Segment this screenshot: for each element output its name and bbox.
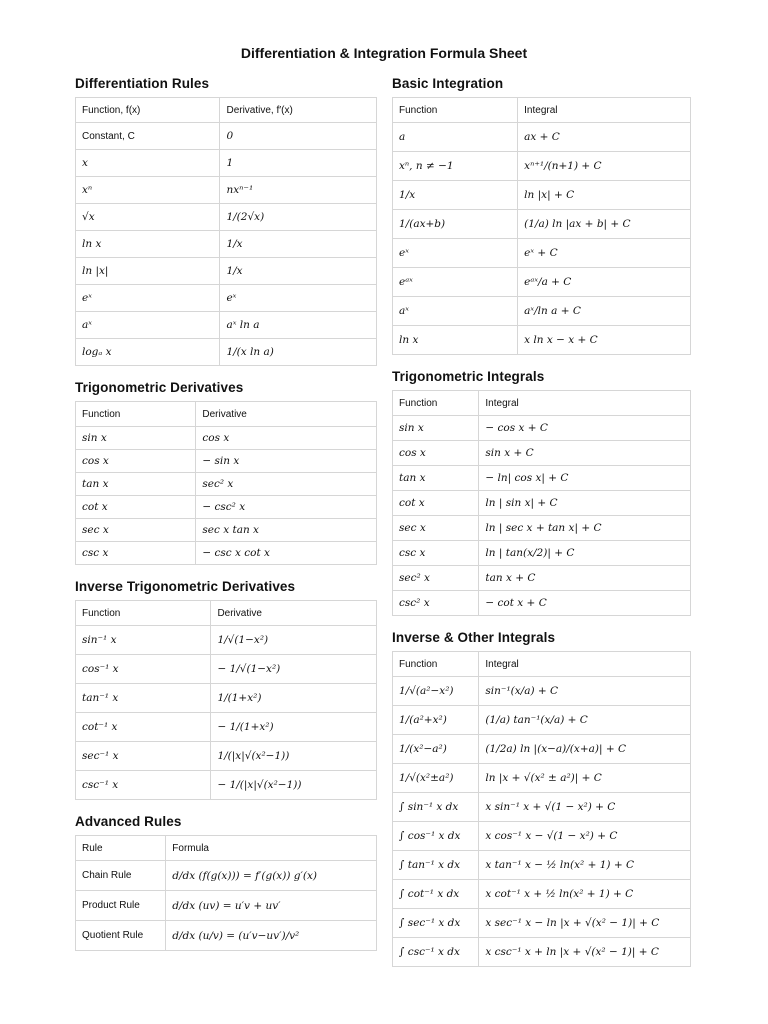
integral-cell: xⁿ⁺¹/(n+1) + C: [518, 152, 691, 181]
table-row: [393, 822, 691, 851]
table-row: [76, 450, 377, 473]
table-row: [76, 312, 377, 339]
function-cell: csc⁻¹ x: [76, 771, 211, 800]
table-header-row: [393, 391, 691, 416]
function-cell: ln x: [393, 326, 518, 355]
function-cell: 1/x: [393, 181, 518, 210]
derivative-cell: 1/(x ln a): [220, 339, 377, 366]
function-cell: ln |x|: [76, 258, 220, 285]
table-row: [393, 880, 691, 909]
table-row: [76, 626, 377, 655]
trig-integrals-table: [392, 390, 691, 616]
table-row: [76, 519, 377, 542]
derivative-cell: − sin x: [196, 450, 377, 473]
integral-cell: ln |x + √(x² ± a²)| + C: [479, 764, 691, 793]
table-row: [393, 938, 691, 967]
function-cell: ∫ csc⁻¹ x dx: [393, 938, 479, 967]
derivative-cell: aˣ ln a: [220, 312, 377, 339]
table-row: [76, 861, 377, 891]
function-cell: eˣ: [76, 285, 220, 312]
section-heading: Trigonometric Derivatives: [75, 380, 244, 395]
table-header-row: [76, 601, 377, 626]
column-header: Function: [393, 391, 479, 416]
function-cell: 1/√(a²−x²): [393, 677, 479, 706]
function-cell: xⁿ: [76, 177, 220, 204]
function-cell: ∫ sin⁻¹ x dx: [393, 793, 479, 822]
inverse-trig-derivatives-section: [75, 579, 377, 800]
trig-derivatives-table: [75, 401, 377, 565]
derivative-cell: 1/x: [220, 231, 377, 258]
derivative-cell: − 1/(1+x²): [211, 713, 377, 742]
function-cell: aˣ: [393, 297, 518, 326]
function-cell: csc² x: [393, 591, 479, 616]
table-row: [393, 491, 691, 516]
table-row: [76, 150, 377, 177]
column-header: Rule: [76, 836, 166, 861]
section-heading: Trigonometric Integrals: [392, 369, 545, 384]
differentiation-rules-section: [75, 76, 377, 366]
table-row: [393, 441, 691, 466]
integral-cell: − cos x + C: [479, 416, 691, 441]
function-cell: sec x: [76, 519, 196, 542]
integral-cell: ln |x| + C: [518, 181, 691, 210]
table-row: [393, 466, 691, 491]
function-cell: xⁿ, n ≠ −1: [393, 152, 518, 181]
function-cell: sin x: [76, 427, 196, 450]
table-row: [76, 258, 377, 285]
trig-derivatives-section: [75, 380, 377, 565]
function-cell: cot⁻¹ x: [76, 713, 211, 742]
function-cell: 1/(x²−a²): [393, 735, 479, 764]
function-cell: x: [76, 150, 220, 177]
table-row: [76, 473, 377, 496]
table-row: [76, 231, 377, 258]
derivative-cell: 0: [220, 123, 377, 150]
advanced-rules-table: [75, 835, 377, 951]
table-row: [76, 496, 377, 519]
table-row: [393, 210, 691, 239]
integral-cell: x ln x − x + C: [518, 326, 691, 355]
section-heading: Inverse & Other Integrals: [392, 630, 556, 645]
advanced-rules-section: [75, 814, 377, 951]
integral-cell: − ln| cos x| + C: [479, 466, 691, 491]
derivative-cell: 1/(|x|√(x²−1)): [211, 742, 377, 771]
integral-cell: x sec⁻¹ x − ln |x + √(x² − 1)| + C: [479, 909, 691, 938]
function-cell: a: [393, 123, 518, 152]
formula-cell: d/dx (uv) = u′v + uv′: [166, 891, 377, 921]
section-heading: Basic Integration: [392, 76, 504, 91]
derivative-cell: cos x: [196, 427, 377, 450]
function-cell: sin x: [393, 416, 479, 441]
table-row: [393, 793, 691, 822]
table-row: [393, 416, 691, 441]
column-header: Function: [76, 402, 196, 427]
inverse-other-integrals-section: [392, 630, 691, 967]
page-title: Differentiation & Integration Formula Sheet: [240, 45, 528, 61]
function-cell: Constant, C: [76, 123, 220, 150]
column-header: Derivative, f′(x): [220, 98, 377, 123]
table-row: [393, 516, 691, 541]
function-cell: csc x: [393, 541, 479, 566]
integral-cell: x tan⁻¹ x − ½ ln(x² + 1) + C: [479, 851, 691, 880]
function-cell: ∫ tan⁻¹ x dx: [393, 851, 479, 880]
column-header: Derivative: [196, 402, 377, 427]
table-row: [393, 735, 691, 764]
table-row: [76, 339, 377, 366]
function-cell: logₐ x: [76, 339, 220, 366]
function-cell: tan x: [393, 466, 479, 491]
function-cell: 1/(ax+b): [393, 210, 518, 239]
function-cell: sin⁻¹ x: [76, 626, 211, 655]
column-header: Derivative: [211, 601, 377, 626]
table-row: [76, 542, 377, 565]
table-row: [393, 326, 691, 355]
table-row: [393, 591, 691, 616]
column-header: Function: [393, 98, 518, 123]
section-heading: Advanced Rules: [75, 814, 182, 829]
integral-cell: x cos⁻¹ x − √(1 − x²) + C: [479, 822, 691, 851]
table-row: [393, 541, 691, 566]
column-header: Integral: [479, 391, 691, 416]
column-header: Function: [76, 601, 211, 626]
column-header: Integral: [518, 98, 691, 123]
function-cell: √x: [76, 204, 220, 231]
derivative-cell: 1/x: [220, 258, 377, 285]
function-cell: 1/√(x²±a²): [393, 764, 479, 793]
trig-integrals-section: [392, 369, 691, 616]
derivative-cell: 1/(2√x): [220, 204, 377, 231]
integral-cell: aˣ/ln a + C: [518, 297, 691, 326]
integral-cell: ax + C: [518, 123, 691, 152]
column-header: Function, f(x): [76, 98, 220, 123]
integral-cell: (1/2a) ln |(x−a)/(x+a)| + C: [479, 735, 691, 764]
derivative-cell: 1/(1+x²): [211, 684, 377, 713]
table-row: [76, 684, 377, 713]
function-cell: eᵃˣ: [393, 268, 518, 297]
derivative-cell: nxⁿ⁻¹: [220, 177, 377, 204]
function-cell: ∫ cot⁻¹ x dx: [393, 880, 479, 909]
basic-integration-section: [392, 76, 691, 355]
function-cell: cos x: [393, 441, 479, 466]
table-row: [393, 851, 691, 880]
column-header: Function: [393, 652, 479, 677]
derivative-cell: − csc x cot x: [196, 542, 377, 565]
function-cell: tan x: [76, 473, 196, 496]
rule-cell: Quotient Rule: [76, 921, 166, 951]
derivative-cell: sec x tan x: [196, 519, 377, 542]
function-cell: 1/(a²+x²): [393, 706, 479, 735]
derivative-cell: − 1/(|x|√(x²−1)): [211, 771, 377, 800]
integral-cell: ln | tan(x/2)| + C: [479, 541, 691, 566]
table-row: [393, 566, 691, 591]
function-cell: cos⁻¹ x: [76, 655, 211, 684]
function-cell: cot x: [393, 491, 479, 516]
table-header-row: [76, 402, 377, 427]
table-row: [393, 909, 691, 938]
table-row: [76, 771, 377, 800]
table-header-row: [393, 652, 691, 677]
rule-cell: Chain Rule: [76, 861, 166, 891]
basic-integration-table: [392, 97, 691, 355]
integral-cell: ln | sin x| + C: [479, 491, 691, 516]
function-cell: ∫ sec⁻¹ x dx: [393, 909, 479, 938]
table-row: [76, 177, 377, 204]
integral-cell: x sin⁻¹ x + √(1 − x²) + C: [479, 793, 691, 822]
integral-cell: tan x + C: [479, 566, 691, 591]
inverse-other-integrals-table: [392, 651, 691, 967]
function-cell: ln x: [76, 231, 220, 258]
derivative-cell: − csc² x: [196, 496, 377, 519]
formula-cell: d/dx (f(g(x))) = f′(g(x)) g′(x): [166, 861, 377, 891]
section-heading: Differentiation Rules: [75, 76, 210, 91]
integral-cell: x csc⁻¹ x + ln |x + √(x² − 1)| + C: [479, 938, 691, 967]
table-row: [393, 181, 691, 210]
integral-cell: (1/a) ln |ax + b| + C: [518, 210, 691, 239]
integral-cell: − cot x + C: [479, 591, 691, 616]
table-header-row: [76, 836, 377, 861]
function-cell: eˣ: [393, 239, 518, 268]
table-row: [76, 891, 377, 921]
integral-cell: eᵃˣ/a + C: [518, 268, 691, 297]
integral-cell: ln | sec x + tan x| + C: [479, 516, 691, 541]
table-header-row: [393, 98, 691, 123]
function-cell: cos x: [76, 450, 196, 473]
table-row: [76, 742, 377, 771]
derivative-cell: 1: [220, 150, 377, 177]
differentiation-rules-table: [75, 97, 377, 366]
function-cell: csc x: [76, 542, 196, 565]
function-cell: tan⁻¹ x: [76, 684, 211, 713]
table-row: [393, 764, 691, 793]
function-cell: ∫ cos⁻¹ x dx: [393, 822, 479, 851]
derivative-cell: eˣ: [220, 285, 377, 312]
function-cell: sec² x: [393, 566, 479, 591]
derivative-cell: 1/√(1−x²): [211, 626, 377, 655]
table-row: [393, 677, 691, 706]
function-cell: aˣ: [76, 312, 220, 339]
table-row: [76, 655, 377, 684]
integral-cell: sin x + C: [479, 441, 691, 466]
table-row: [76, 427, 377, 450]
function-cell: cot x: [76, 496, 196, 519]
table-row: [76, 204, 377, 231]
left-column: [75, 76, 377, 965]
integral-cell: sin⁻¹(x/a) + C: [479, 677, 691, 706]
column-header: Formula: [166, 836, 377, 861]
rule-cell: Product Rule: [76, 891, 166, 921]
function-cell: sec⁻¹ x: [76, 742, 211, 771]
inverse-trig-derivatives-table: [75, 600, 377, 800]
section-heading: Inverse Trigonometric Derivatives: [75, 579, 296, 594]
table-row: [393, 239, 691, 268]
table-row: [76, 713, 377, 742]
table-row: [393, 706, 691, 735]
integral-cell: (1/a) tan⁻¹(x/a) + C: [479, 706, 691, 735]
formula-cell: d/dx (u/v) = (u′v−uv′)/v²: [166, 921, 377, 951]
derivative-cell: sec² x: [196, 473, 377, 496]
table-row: [76, 921, 377, 951]
column-header: Integral: [479, 652, 691, 677]
table-row: [393, 268, 691, 297]
table-row: [393, 297, 691, 326]
right-column: [392, 76, 691, 981]
table-row: [393, 123, 691, 152]
table-row: [393, 152, 691, 181]
integral-cell: x cot⁻¹ x + ½ ln(x² + 1) + C: [479, 880, 691, 909]
table-row: [76, 123, 377, 150]
function-cell: sec x: [393, 516, 479, 541]
integral-cell: eˣ + C: [518, 239, 691, 268]
table-header-row: [76, 98, 377, 123]
table-row: [76, 285, 377, 312]
derivative-cell: − 1/√(1−x²): [211, 655, 377, 684]
